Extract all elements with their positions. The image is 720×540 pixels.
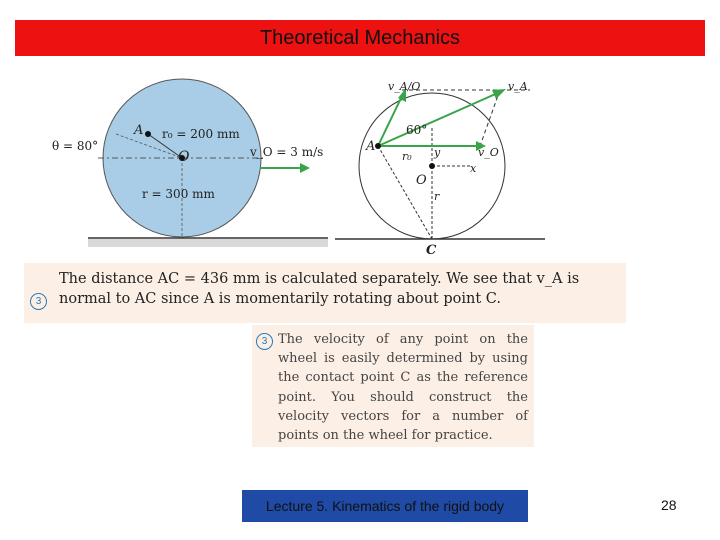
- velocity-label: v_O = 3 m/s: [250, 145, 324, 159]
- radius-r-label: r = 300 mm: [142, 187, 215, 201]
- title-bar: [15, 20, 705, 56]
- note-number-badge: 3: [30, 293, 47, 310]
- r0-label: r₀ = 200 mm: [162, 127, 240, 141]
- note-side: [252, 325, 534, 447]
- side-note-number-badge: 3: [256, 333, 273, 350]
- point-A-dot-right: [375, 143, 381, 149]
- velocity-diagram: [330, 76, 550, 256]
- theta-label: θ = 80°: [52, 139, 99, 153]
- vAO-label: v_A/O: [388, 80, 421, 93]
- vA-dashed: [480, 90, 500, 146]
- point-C-label: C: [426, 243, 437, 256]
- vAO-vector: [378, 96, 402, 146]
- ground-shade: [88, 239, 328, 247]
- y-label: y: [434, 146, 441, 159]
- center-O-label-right: O: [416, 173, 427, 188]
- note-wide-text: The distance AC = 436 mm is calculated separately. We see that v_A is normal to AC since A is momentarily rotating about point C.: [59, 271, 580, 307]
- lecture-title: Lecture 5. Kinematics of the rigid body: [265, 498, 505, 514]
- vA-head: [492, 89, 506, 99]
- slide-title: Theoretical Mechanics: [259, 26, 461, 49]
- vA-label: v_A: [508, 80, 528, 93]
- center-O-dot-right: [429, 163, 435, 169]
- vO-label: v_O: [478, 146, 499, 159]
- footer-box: [242, 490, 528, 522]
- note-wide: [24, 263, 626, 323]
- angle-label: 60°: [406, 123, 428, 137]
- side-note-text: The velocity of any point on the wheel is easily determined by using the contact point C as the reference point. You should construct the velocity vectors for a number of points on the wheel for practice.: [278, 332, 528, 444]
- page-number: 28: [661, 497, 677, 513]
- point-A-label-right: A: [366, 139, 376, 154]
- center-O-label: O: [178, 149, 190, 165]
- r0-label-right: r₀: [402, 150, 412, 163]
- point-A-dot: [145, 131, 151, 137]
- x-label: x: [470, 162, 477, 175]
- r-label-right: r: [434, 190, 440, 203]
- vA-vector: [378, 92, 500, 146]
- point-A-label: A: [134, 123, 144, 138]
- wheel-figure: [38, 76, 328, 256]
